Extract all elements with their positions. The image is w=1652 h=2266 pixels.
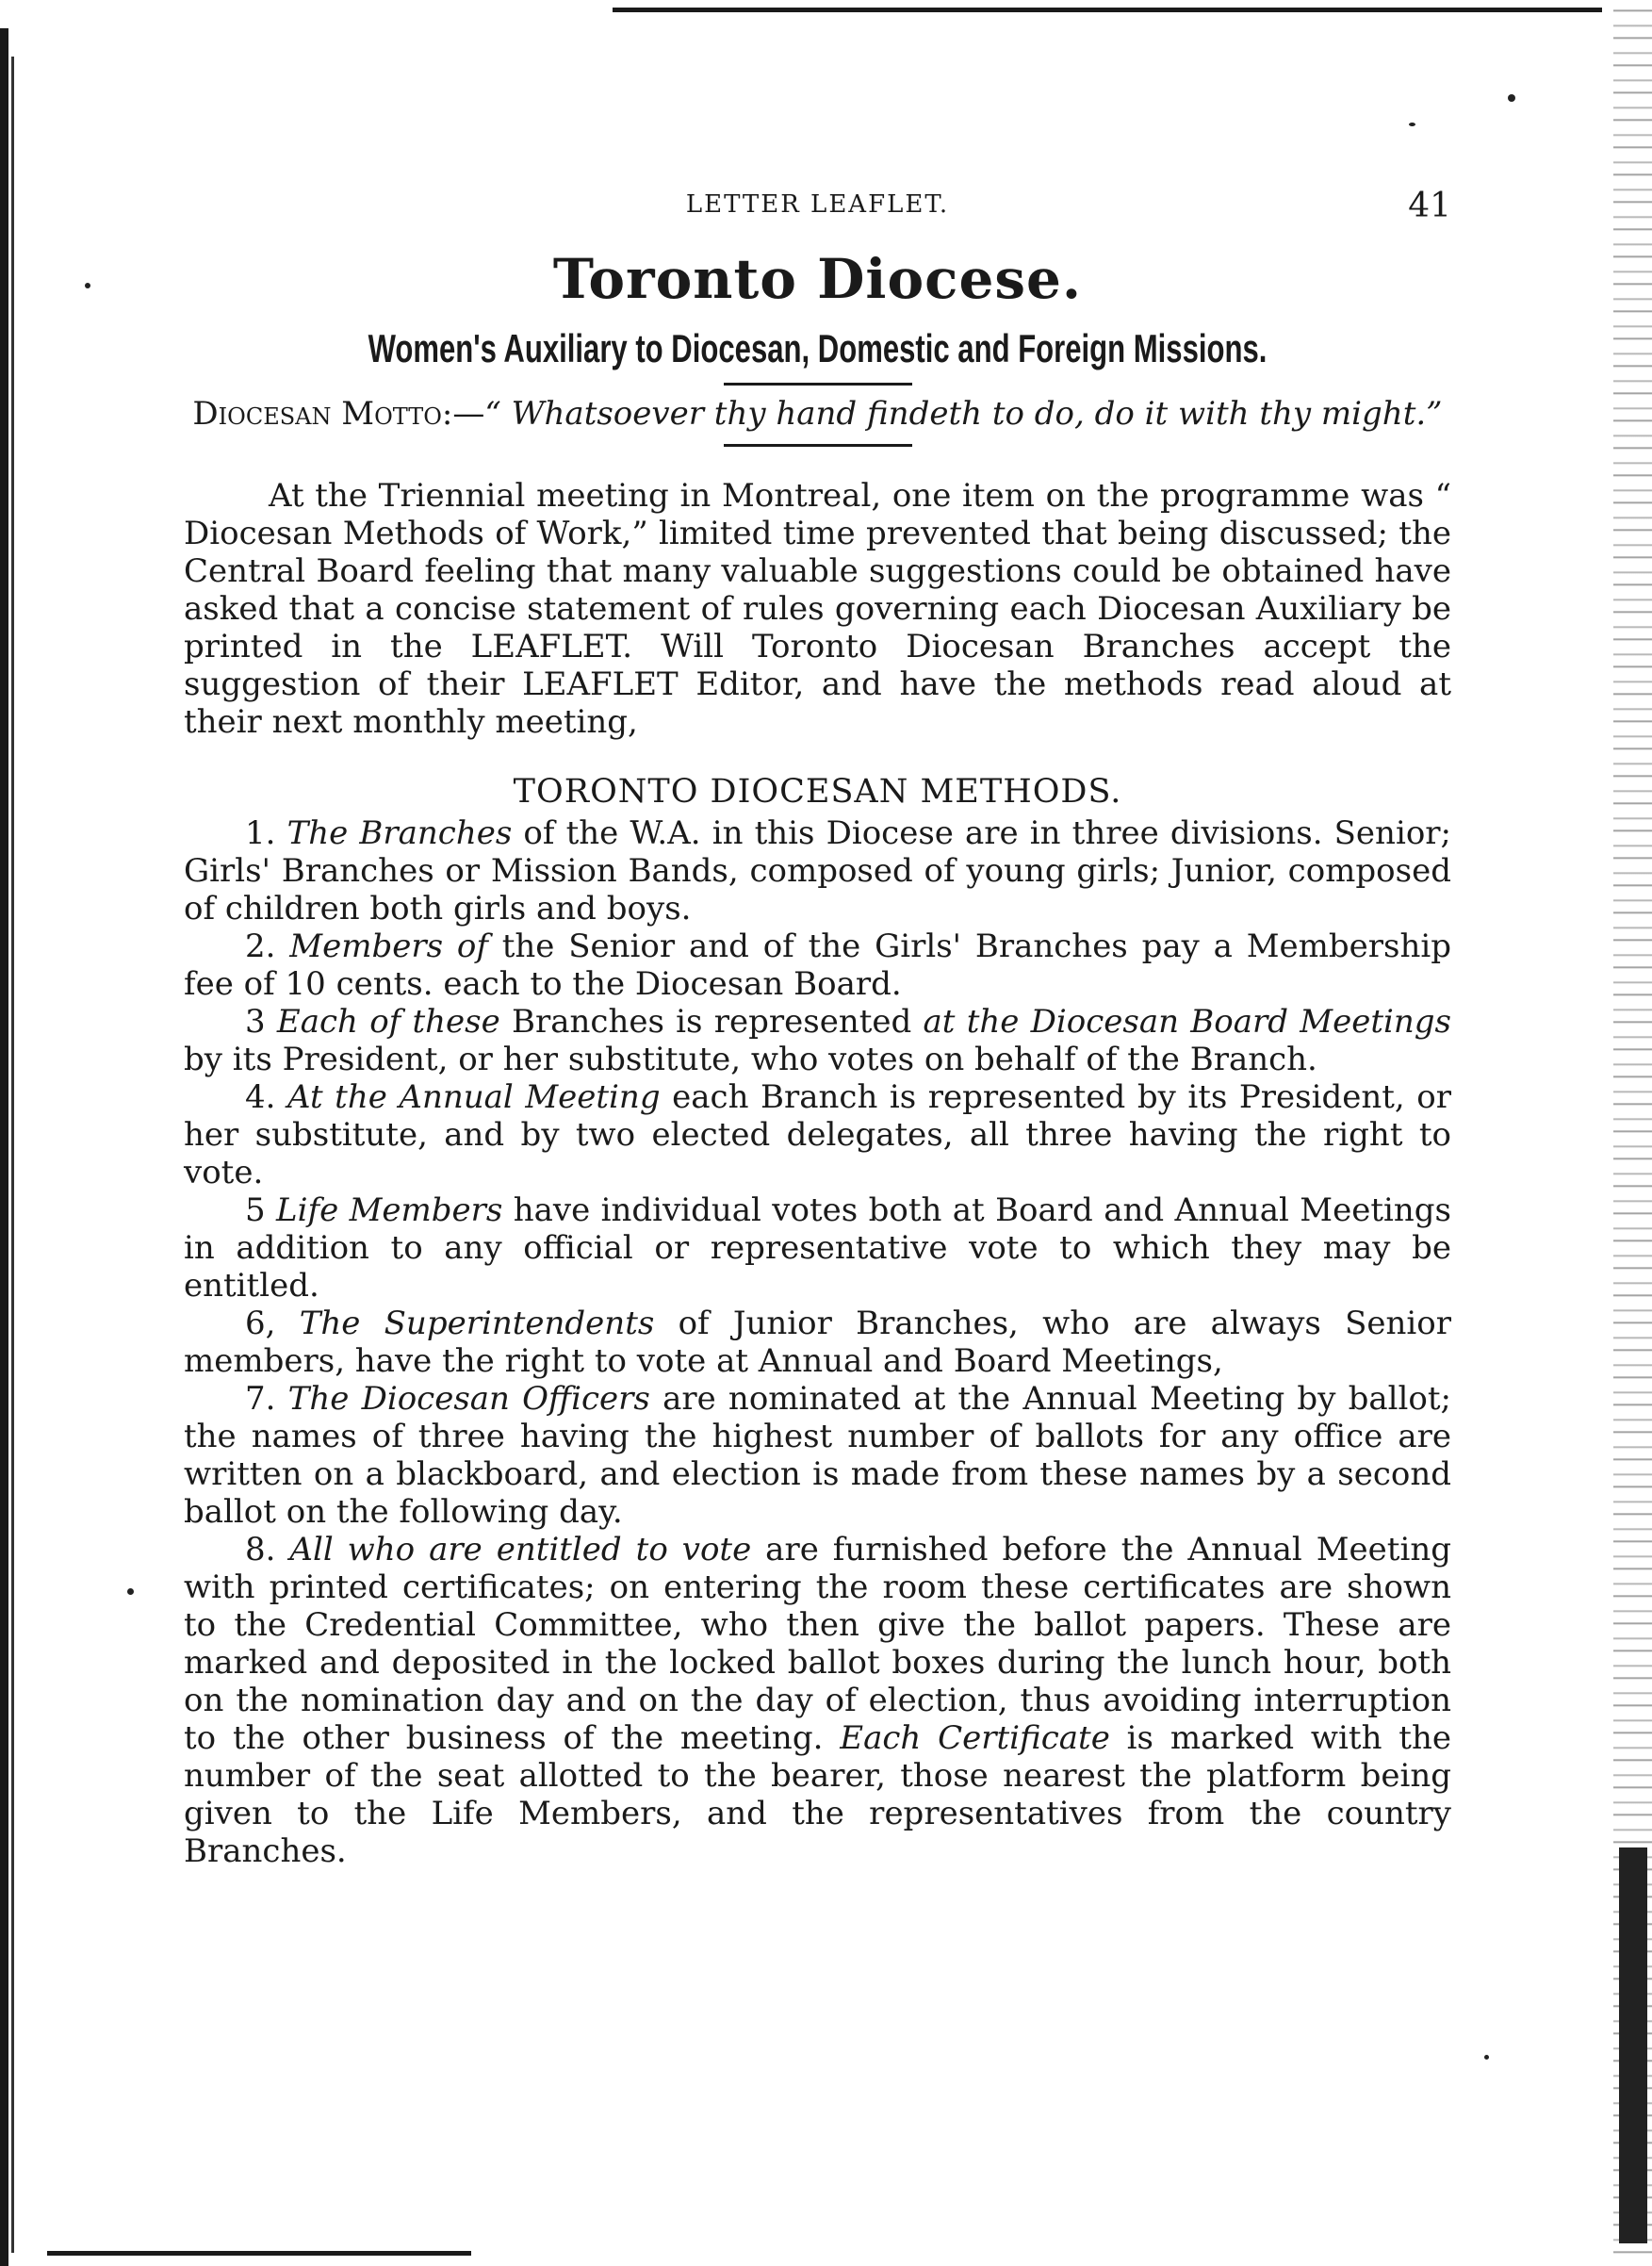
scan-left-inner-border bbox=[11, 57, 14, 2253]
method-text-tail: by its President, or her substitute, who votes on behalf of the Branch. bbox=[184, 1041, 1317, 1078]
method-number: 1. bbox=[245, 814, 276, 852]
motto-quote: “ Whatsoever thy hand findeth to do, do it with thy might.” bbox=[484, 395, 1443, 433]
method-item bbox=[184, 814, 1451, 928]
scan-speck bbox=[1484, 2055, 1489, 2060]
method-text: each Branch is represented by its President, or her substitute, and by two elected delegates, all three having the right to vote. bbox=[184, 1078, 1451, 1191]
method-lead: The Branches bbox=[286, 814, 513, 852]
method-emphasis: Each Certificate bbox=[840, 1719, 1110, 1757]
scan-bottom-border bbox=[47, 2251, 471, 2256]
method-text: the Senior and of the Girls' Branches pay a Membership fee of 10 cents. each to the Diocesan Board. bbox=[184, 928, 1452, 1003]
scan-top-border bbox=[613, 8, 1602, 12]
method-item bbox=[184, 1531, 1451, 1870]
method-text-tail: is marked with the number of the seat allotted to the bearer, those nearest the platform being given to the Life Members, and the representatives from the country Branches. bbox=[184, 1719, 1451, 1870]
method-item bbox=[184, 1078, 1451, 1191]
method-lead: All who are entitled to vote bbox=[289, 1531, 752, 1568]
method-lead: Members of bbox=[289, 928, 488, 965]
method-number: 5 bbox=[245, 1191, 266, 1229]
method-item bbox=[184, 1305, 1451, 1380]
method-number: 7. bbox=[245, 1380, 276, 1418]
method-item bbox=[184, 1380, 1451, 1531]
method-lead: Each of these bbox=[276, 1003, 500, 1041]
divider bbox=[724, 383, 912, 386]
page-number: 41 bbox=[1408, 187, 1451, 225]
method-lead: At the Annual Meeting bbox=[287, 1078, 661, 1116]
motto-label: Diocesan Motto:— bbox=[192, 395, 485, 433]
intro-paragraph: At the Triennial meeting in Montreal, one item on the programme was “ Diocesan Methods of Work,” limited time prevented that being discussed; the Central Board feeling that many valuable suggestions could be obtained have asked that a concise statement of rules governing each Diocesan Auxiliary be printed in the LEAFLET. Will Toronto Diocesan Branches accept the suggestion of their LEAFLET Editor, and have the methods read aloud at their next monthly meeting, bbox=[184, 477, 1451, 741]
method-number: 4. bbox=[245, 1078, 276, 1116]
methods-heading: TORONTO DIOCESAN METHODS. bbox=[513, 773, 1122, 811]
method-number: 3 bbox=[245, 1003, 266, 1041]
running-header bbox=[184, 179, 1451, 226]
method-lead: The Diocesan Officers bbox=[287, 1380, 650, 1418]
leaflet-page bbox=[184, 179, 1451, 1870]
methods-list bbox=[184, 814, 1451, 1870]
method-item bbox=[184, 1003, 1451, 1078]
diocesan-motto bbox=[184, 395, 1451, 433]
method-text: of the W.A. in this Diocese are in three divisions. Senior; Girls' Branches or Mission Bands, composed of young girls; Junior, composed of children both girls and boys. bbox=[184, 814, 1452, 928]
method-number: 6, bbox=[245, 1305, 276, 1342]
method-emphasis: at the Diocesan Board Meetings bbox=[923, 1003, 1451, 1041]
method-number: 8. bbox=[245, 1531, 276, 1568]
method-text: are nominated at the Annual Meeting by ballot; the names of three having the highest number of ballots for any office are written on a blackboard, and election is made from these names by a second ballot on the following day. bbox=[184, 1380, 1451, 1531]
running-title: LETTER LEAFLET. bbox=[685, 190, 950, 219]
method-item bbox=[184, 1191, 1451, 1305]
divider bbox=[724, 444, 912, 447]
method-item bbox=[184, 928, 1451, 1003]
diocese-title: Toronto Diocese. bbox=[552, 247, 1083, 311]
method-lead: The Superintendents bbox=[299, 1305, 655, 1342]
method-lead: Life Members bbox=[276, 1191, 503, 1229]
scan-speck bbox=[1508, 94, 1515, 102]
scan-speck bbox=[127, 1588, 134, 1595]
method-text: of Junior Branches, who are always Senior members, have the right to vote at Annual and Board Meetings, bbox=[184, 1305, 1452, 1380]
society-title: Women's Auxiliary to Diocesan, Domestic and Foreign Missions. bbox=[368, 326, 1268, 370]
scan-left-border bbox=[0, 28, 8, 2266]
scan-right-edge-shadow bbox=[1619, 1847, 1647, 2243]
scan-speck bbox=[85, 283, 90, 288]
method-text: are furnished before the Annual Meeting with printed certificates; on entering the room these certificates are shown to the Credential Committee, who then give the ballot papers. These are marked and deposited in the locked ballot boxes during the lunch hour, both on the nomination day and on the day of election, thus avoiding interruption to the other business of the meeting. bbox=[184, 1531, 1452, 1757]
method-text: have individual votes both at Board and Annual Meetings in addition to any official or representative vote to which they may be entitled. bbox=[184, 1191, 1451, 1305]
method-text: Branches is represented bbox=[499, 1003, 924, 1041]
scan-speck bbox=[1409, 123, 1415, 126]
method-number: 2. bbox=[245, 928, 276, 965]
